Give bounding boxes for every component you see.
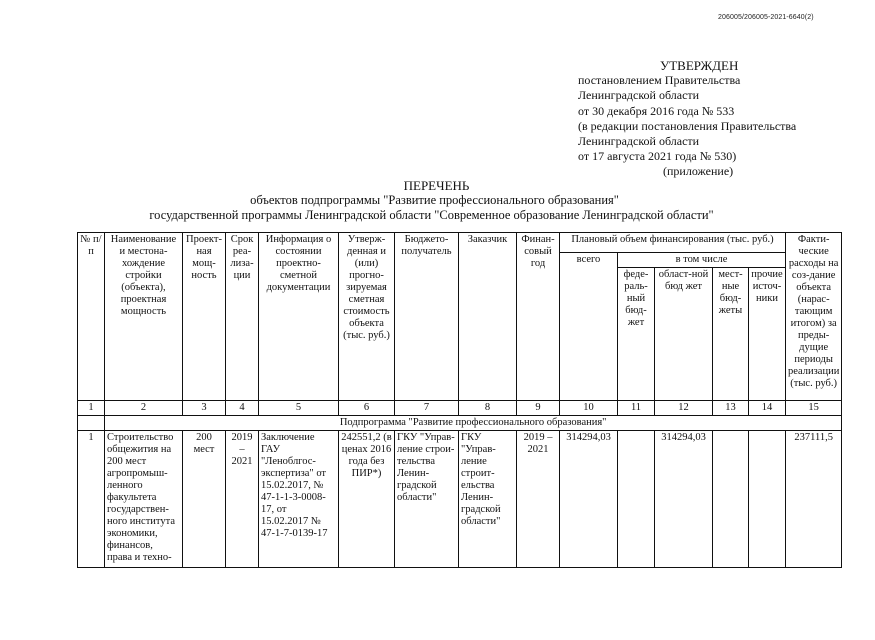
approval-line: постановлением Правительства — [578, 73, 741, 88]
col-number: 8 — [459, 401, 517, 416]
header-federal: феде-раль-ный бюд-жет — [618, 268, 655, 401]
col-number: 13 — [713, 401, 749, 416]
approval-stamp — [578, 58, 796, 180]
approval-heading: УТВЕРЖДЕН — [660, 58, 739, 73]
row-customer: ГКУ "Управ-ление строит-ельства Ленин-градской области" — [459, 431, 517, 568]
col-number: 4 — [226, 401, 259, 416]
col-number: 2 — [105, 401, 183, 416]
row-total: 314294,03 — [560, 431, 618, 568]
header-num: № п/п — [78, 233, 105, 401]
row-other — [749, 431, 786, 568]
title-line-3: государственной программы Ленинградской области "Современное образование Ленинградской области" — [149, 208, 714, 222]
header-capacity: Проект-ная мощ-ность — [183, 233, 226, 401]
subprogram-spacer — [78, 416, 105, 431]
header-docs-info: Информация о состоянии проектно-сметной документации — [259, 233, 339, 401]
header-customer: Заказчик — [459, 233, 517, 401]
title-line-2: объектов подпрограммы "Развитие профессионального образования" — [250, 193, 619, 207]
approval-line: Ленинградской области — [578, 134, 700, 149]
subprogram-row: Подпрограмма "Развитие профессионального образования" — [105, 416, 842, 431]
header-recipient: Бюджето-получатель — [395, 233, 459, 401]
col-number: 9 — [517, 401, 560, 416]
row-approved-cost: 242551,2 (в ценах 2016 года без ПИР*) — [339, 431, 395, 568]
header-name: Наименование и местона-хождение стройки (объекта), проектная мощность — [105, 233, 183, 401]
row-actual: 237111,5 — [786, 431, 842, 568]
approval-line: от 17 августа 2021 года № 530) — [578, 149, 737, 164]
header-planned-group: Плановый объем финансирования (тыс. руб.) — [560, 233, 786, 253]
col-number: 15 — [786, 401, 842, 416]
header-regional: област-ной бюд жет — [655, 268, 713, 401]
row-local — [713, 431, 749, 568]
col-number: 6 — [339, 401, 395, 416]
header-actual: Факти-ческие расходы на соз-дание объекта (нарас-тающим итогом) за преды-дущие периоды реализации (тыс. руб.) — [786, 233, 842, 401]
approval-line: Ленинградской области — [578, 88, 700, 103]
header-approved-cost: Утверж-денная и (или) прогно-зируемая сметная стоимость объекта (тыс. руб.) — [339, 233, 395, 401]
col-number: 3 — [183, 401, 226, 416]
header-other: прочие источ-ники — [749, 268, 786, 401]
col-number: 5 — [259, 401, 339, 416]
row-federal — [618, 431, 655, 568]
document-title — [0, 178, 875, 223]
header-local: мест-ные бюд-жеты — [713, 268, 749, 401]
document-id: 206005/206005-2021-6640(2) — [718, 14, 814, 21]
header-including: в том числе — [618, 253, 786, 268]
col-number: 11 — [618, 401, 655, 416]
row-name: Строительство общежития на 200 мест агропромыш-ленного факультета государствен-ного института экономики, финансов, права и техно- — [105, 431, 183, 568]
header-term: Срок реа-лиза-ции — [226, 233, 259, 401]
header-fin-year: Финан-совый год — [517, 233, 560, 401]
approval-line: (в редакции постановления Правительства — [578, 118, 797, 133]
col-number: 7 — [395, 401, 459, 416]
table-row — [78, 431, 842, 568]
row-regional: 314294,03 — [655, 431, 713, 568]
col-number: 1 — [78, 401, 105, 416]
row-term: 2019 – 2021 — [226, 431, 259, 568]
col-number: 14 — [749, 401, 786, 416]
col-number: 12 — [655, 401, 713, 416]
row-recipient: ГКУ "Управ-ление строи-тельства Ленин-градской области" — [395, 431, 459, 568]
header-total: всего — [560, 253, 618, 401]
objects-table — [77, 232, 842, 568]
row-capacity: 200 мест — [183, 431, 226, 568]
row-num: 1 — [78, 431, 105, 568]
approval-line: от 30 декабря 2016 года № 533 — [578, 103, 735, 118]
col-number: 10 — [560, 401, 618, 416]
title-line-1: ПЕРЕЧЕНЬ — [403, 178, 470, 193]
row-fin-year: 2019 – 2021 — [517, 431, 560, 568]
row-docs-info: Заключение ГАУ "Леноблгос-экспертиза" от 15.02.2017, № 47-1-1-3-0008-17, от 15.02.2017 № 47-1-7-0139-17 — [259, 431, 339, 568]
approval-appendix: (приложение) — [663, 164, 734, 179]
